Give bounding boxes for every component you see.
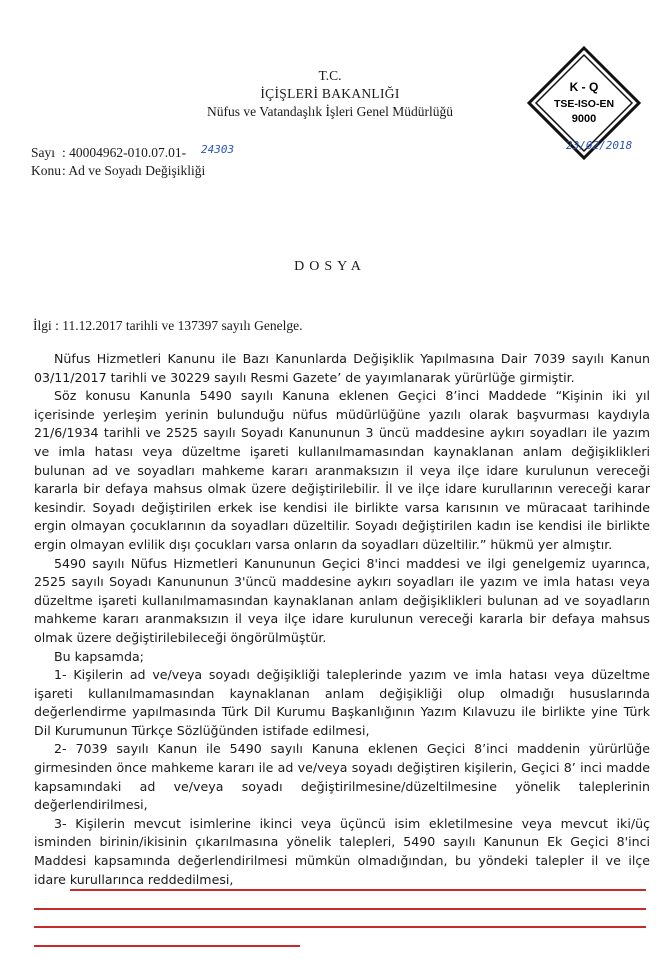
document-title: DOSYA (294, 259, 366, 274)
header-tc: T.C. (318, 68, 342, 83)
header-directorate: Nüfus ve Vatandaşlık İşleri Genel Müdürlüğü (206, 104, 454, 119)
sayi-value: : 40004962-010.07.01- (62, 145, 187, 160)
ilgi-reference: İlgi : 11.12.2017 tarihli ve 137397 sayılı Genelge. (33, 318, 303, 333)
handwritten-date: 23/02/2018 (566, 139, 633, 152)
tse-logo-line3: 9000 (571, 113, 597, 125)
paragraph-scope-heading: Bu kapsamda; (54, 648, 144, 664)
paragraph-legal-basis: 5490 sayılı Nüfus Hizmetleri Kanununun Geçici 8'inci maddesi ve ilgi genelgemiz uyarınca, 2525 sayılı Soyadı Kanununun 3'üncü maddesine aykırı soyadları ile yazım ve imla hatası veya düzeltme işareti kullanılmamasından kaynaklanan anlam değişiklikleri bulunan ad ve soyadların mahkeme kararı aranmaksızın il veya ilçe idare kurulunun vereceği kararla bir defaya mahsus olmak üzere değiştirilebileceği öngörülmüştür. (34, 555, 650, 645)
paragraph-intro: Nüfus Hizmetleri Kanunu ile Bazı Kanunlarda Değişiklik Yapılmasına Dair 7039 sayılı Kanun 03/11/2017 tarihli ve 30229 sayılı Resmi Gazete’ de yayımlanarak yürürlüğe girmiştir. (34, 351, 650, 385)
list-item-1: 1- Kişilerin ad ve/veya soyadı değişikliği taleplerinde yazım ve imla hatası veya düzeltme işareti kullanılmamasından kaynaklanan anlam değişikliği olup olmadığı hususlarında değerlendirme yapılmasında Türk Dil Kurumu Başkanlığının Yazım Kılavuzu ile birlikte yine Türk Dil Kurumunun Türkçe Sözlüğünden istifade edilmesi, (34, 667, 650, 738)
konu-value: : Ad ve Soyadı Değişikliği (62, 163, 206, 178)
document-body (34, 350, 650, 889)
list-item-2: 2- 7039 sayılı Kanun ile 5490 sayılı Kanuna eklenen Geçici 8’inci maddenin yürürlüğe girmesinden önce mahkeme kararı ile ad ve/veya soyadı değiştiren kişilerin, Geçici 8’ inci madde kapsamındaki ad ve/veya soyadı değiştirilmesine/düzeltilmesine yönelik taleplerinin değerlendirilmesi, (34, 741, 650, 813)
list-item-3: 3- Kişilerin mevcut isimlerine ikinci veya üçüncü isim ekletilmesine veya mevcut iki/üç isminden birinin/ikisinin çıkarılmasına yönelik talepleri, 5490 sayılı Kanunun Ek Geçici 8'inci Maddesi kapsamında değerlendirilmesi mümkün olmadığından, bu yöndeki talepler il ve ilçe idare kurullarınca reddedilmesi, (34, 815, 650, 887)
underline-mark (34, 908, 646, 910)
underline-mark (70, 889, 646, 891)
header-ministry: İÇİŞLERİ BAKANLIĞI (260, 86, 400, 101)
tse-logo-line2: TSE-ISO-EN (553, 98, 615, 110)
konu-label: Konu (31, 163, 61, 178)
sayi-handwritten-number: 24303 (201, 143, 235, 156)
tse-logo-line1: K - Q (569, 80, 599, 94)
underline-mark (34, 945, 300, 947)
underline-mark (34, 926, 646, 928)
sayi-label: Sayı (31, 145, 56, 160)
paragraph-article-quote: Söz konusu Kanunla 5490 sayılı Kanuna eklenen Geçici 8’inci Maddede “Kişinin iki yıl içerisinde yerleşim yerinin bulunduğu nüfus müdürlüğüne yazılı olarak başvurması kaydıyla 21/6/1934 tarihli ve 2525 sayılı Soyadı Kanununun 3 üncü maddesine aykırı soyadları ile yazım ve imla hatası veya düzeltme işareti kullanılmamasından kaynaklanan anlam değişiklikleri bulunan ad ve soyadları mahkeme kararı aranmaksızın il veya ilçe idare kurulunun vereceği kararla bir defaya mahsus olmak üzere değiştirilebilir. İl ve ilçe idare kurullarının vereceği karar kesindir. Soyadı değiştirilen erkek ise kendisi ile birlikte varsa karısının ve müracaat tarihinde ergin olmayan çocuklarının da soyadları düzeltilir. Soyadı değiştirilen kadın ise kendisi ile birlikte ergin olmayan evlilik dışı çocukları varsa onların da soyadları düzeltilir.” hükmü yer almıştır. (34, 388, 650, 552)
